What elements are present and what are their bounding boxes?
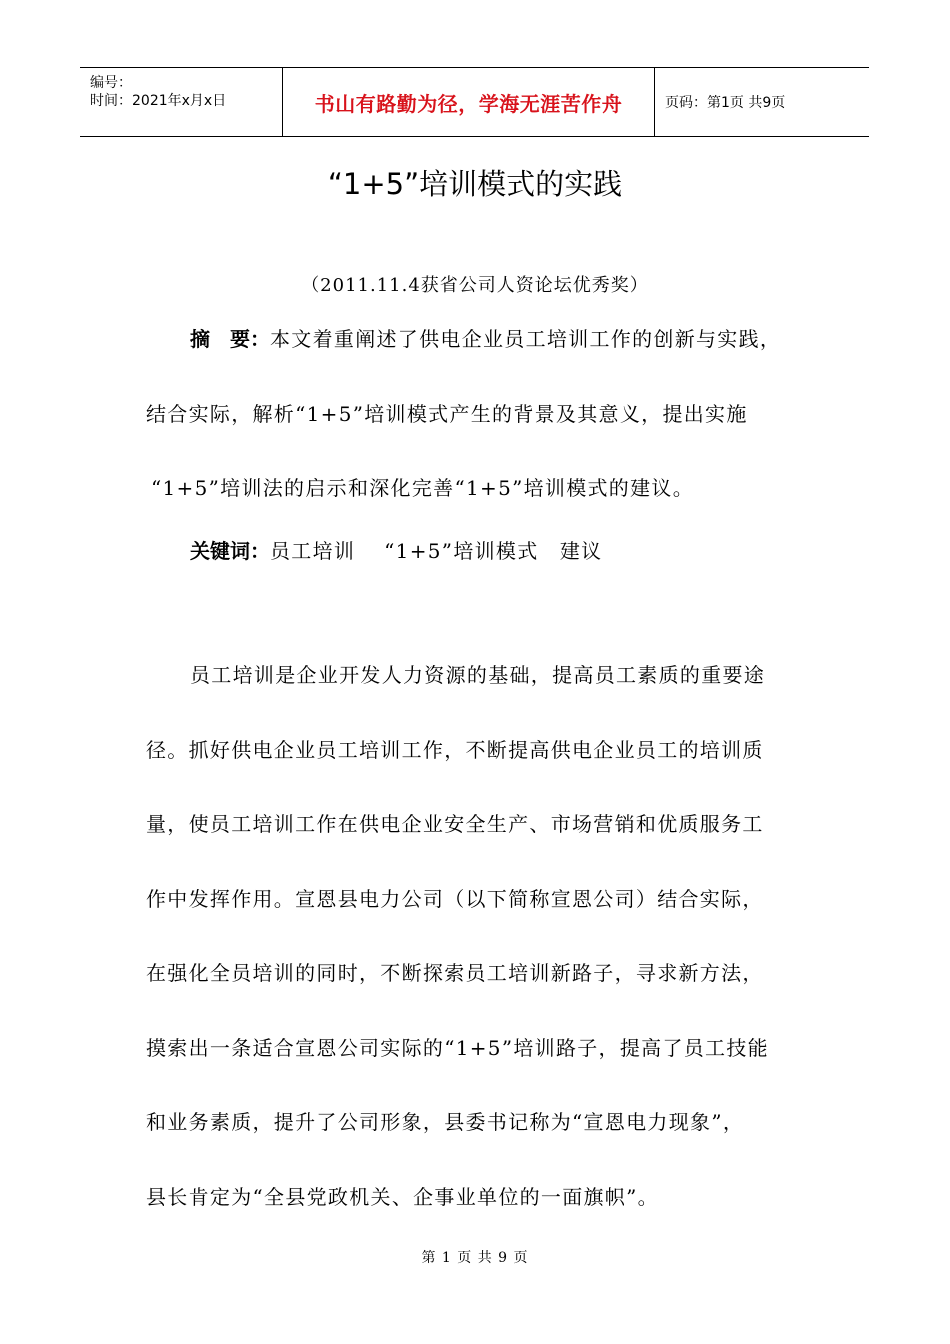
- document-header: [80, 67, 869, 137]
- abstract-line-3: “1+5”培训法的启示和深化完善“1+5”培训模式的建议。: [151, 476, 695, 500]
- keywords-label: 关键词：: [190, 539, 270, 563]
- page-title: “1+5”培训模式的实践: [327, 167, 623, 201]
- abstract-line-1: [190, 323, 781, 352]
- body-line: 径。抓好供电企业员工培训工作，不断提高供电企业员工的培训质: [146, 738, 764, 762]
- abstract-text-1: 本文着重阐述了供电企业员工培训工作的创新与实践，: [270, 327, 782, 351]
- header-meta: [80, 68, 282, 136]
- motto-text: 书山有路勤为径，学海无涯苦作舟: [314, 91, 623, 116]
- keywords-line: [190, 535, 602, 564]
- header-motto-cell: [282, 68, 655, 136]
- body-line: 在强化全员培训的同时，不断探索员工培训新路子，寻求新方法，: [146, 961, 764, 985]
- body-line: 作中发挥作用。宣恩县电力公司（以下简称宣恩公司）结合实际，: [146, 887, 764, 911]
- body-line: 摸索出一条适合宣恩公司实际的“1+5”培训路子，提高了员工技能: [146, 1036, 769, 1060]
- header-page-info: 页码：第1页 共9页: [665, 95, 786, 111]
- abstract-line-2: 结合实际，解析“1+5”培训模式产生的背景及其意义，提出实施: [146, 402, 748, 426]
- award-subtitle: （2011.11.4获省公司人资论坛优秀奖）: [301, 275, 649, 296]
- page-footer: 第 1 页 共 9 页: [421, 1250, 529, 1266]
- body-line: 县长肯定为“全县党政机关、企事业单位的一面旗帜”。: [146, 1185, 659, 1209]
- abstract-label: 摘 要：: [190, 327, 270, 351]
- time-label: 时间：2021年x月x日: [90, 93, 227, 109]
- body-line: 员工培训是企业开发人力资源的基础，提高员工素质的重要途: [190, 663, 766, 687]
- body-line: 和业务素质，提升了公司形象，县委书记称为“宣恩电力现象”，: [146, 1110, 745, 1134]
- body-line: 量，使员工培训工作在供电企业安全生产、市场营销和优质服务工: [146, 812, 764, 836]
- keywords-text: 员工培训 “1+5”培训模式 建议: [270, 539, 603, 563]
- number-label: 编号：: [90, 75, 132, 91]
